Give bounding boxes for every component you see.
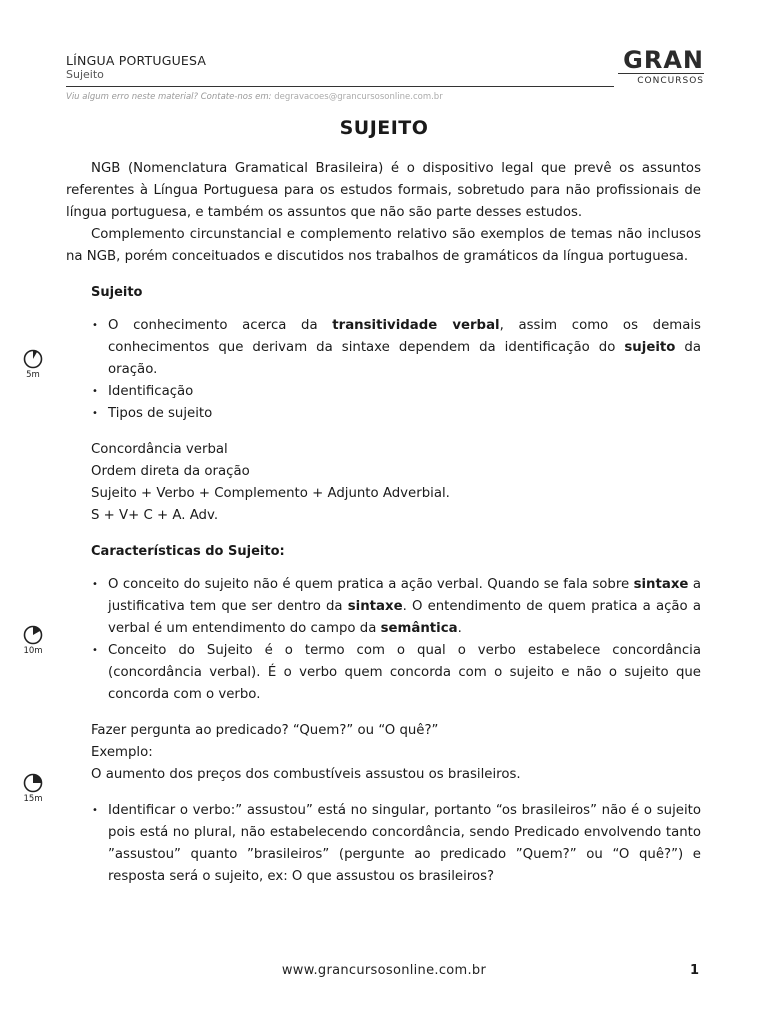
contact-line bbox=[66, 92, 443, 102]
timer-5m bbox=[20, 349, 46, 380]
clock-icon bbox=[23, 773, 43, 793]
document-body bbox=[66, 158, 701, 888]
header-topic: Sujeito bbox=[66, 68, 104, 81]
text-line: S + V+ C + A. Adv. bbox=[91, 508, 219, 523]
logo-main-text: GRAN bbox=[623, 46, 704, 74]
list-item: • Identificar o verbo:” assustou” está no singular, portanto “os brasileiros” não é o sujeito pois está no plural, não estabelecendo concordância, sendo Predicado envolvendo tanto ”assustou” quanto ”brasileiros” (pergunte ao predicado ”Quem?” ou “O quê?”) e resposta será o sujeito, ex: O que assustou os brasileiros? bbox=[108, 800, 701, 888]
caracteristicas-bullet-list bbox=[66, 574, 701, 706]
page-number: 1 bbox=[690, 963, 700, 978]
logo-sub-text: CONCURSOS bbox=[618, 73, 704, 87]
timer-10m bbox=[20, 625, 46, 656]
timer-label: 5m bbox=[26, 370, 40, 380]
text-line: Concordância verbal bbox=[91, 442, 228, 457]
footer-url[interactable]: www.grancursosonline.com.br bbox=[281, 963, 487, 978]
contact-prefix: Viu algum erro neste material? Contate-nos em: bbox=[66, 92, 275, 102]
section-heading-caracteristicas: Características do Sujeito: bbox=[91, 544, 285, 559]
sujeito-bullet-list bbox=[66, 315, 701, 425]
list-item: • Tipos de sujeito bbox=[108, 403, 701, 425]
intro-paragraph-1: NGB (Nomenclatura Gramatical Brasileira) é o dispositivo legal que prevê os assuntos referentes à Língua Portuguesa para os estudos formais, sobretudo para não profissionais de língua portuguesa, e também os assuntos que não são parte desses estudos. bbox=[66, 161, 701, 220]
contact-email-link[interactable]: degravacoes@grancursosonline.com.br bbox=[274, 92, 443, 102]
text-line: Exemplo: bbox=[91, 745, 153, 760]
page-title: SUJEITO bbox=[339, 117, 429, 139]
gran-logo bbox=[618, 48, 704, 87]
text-line: Ordem direta da oração bbox=[91, 464, 250, 479]
timer-label: 10m bbox=[23, 646, 43, 656]
list-item: • Conceito do Sujeito é o termo com o qual o verbo estabelece concordância (concordância verbal). É o verbo quem concorda com o sujeito e não o sujeito que concorda com o verbo. bbox=[108, 640, 701, 706]
list-item: • O conceito do sujeito não é quem pratica a ação verbal. Quando se fala sobre sintaxe a justificativa tem que ser dentro da sintaxe. O entendimento de quem pratica a ação a verbal é um entendimento do campo da semântica. bbox=[108, 574, 701, 640]
clock-icon bbox=[23, 349, 43, 369]
clock-icon bbox=[23, 625, 43, 645]
header-subject: LÍNGUA PORTUGUESA bbox=[66, 53, 207, 68]
timer-15m bbox=[20, 773, 46, 804]
text-line: Fazer pergunta ao predicado? “Quem?” ou “O quê?” bbox=[91, 723, 439, 738]
timer-label: 15m bbox=[23, 794, 43, 804]
example-bullet-list bbox=[66, 800, 701, 888]
list-item: • Identificação bbox=[108, 381, 701, 403]
intro-paragraph-2: Complemento circunstancial e complemento relativo são exemplos de temas não inclusos na NGB, porém conceituados e discutidos nos trabalhos de gramáticos da língua portuguesa. bbox=[66, 227, 701, 264]
text-line: O aumento dos preços dos combustíveis assustou os brasileiros. bbox=[91, 767, 521, 782]
header-divider bbox=[66, 86, 614, 87]
text-line: Sujeito + Verbo + Complemento + Adjunto Adverbial. bbox=[91, 486, 450, 501]
section-heading-sujeito: Sujeito bbox=[91, 285, 143, 300]
list-item: • O conhecimento acerca da transitividade verbal, assim como os demais conhecimentos que derivam da sintaxe dependem da identificação do sujeito da oração. bbox=[108, 315, 701, 381]
